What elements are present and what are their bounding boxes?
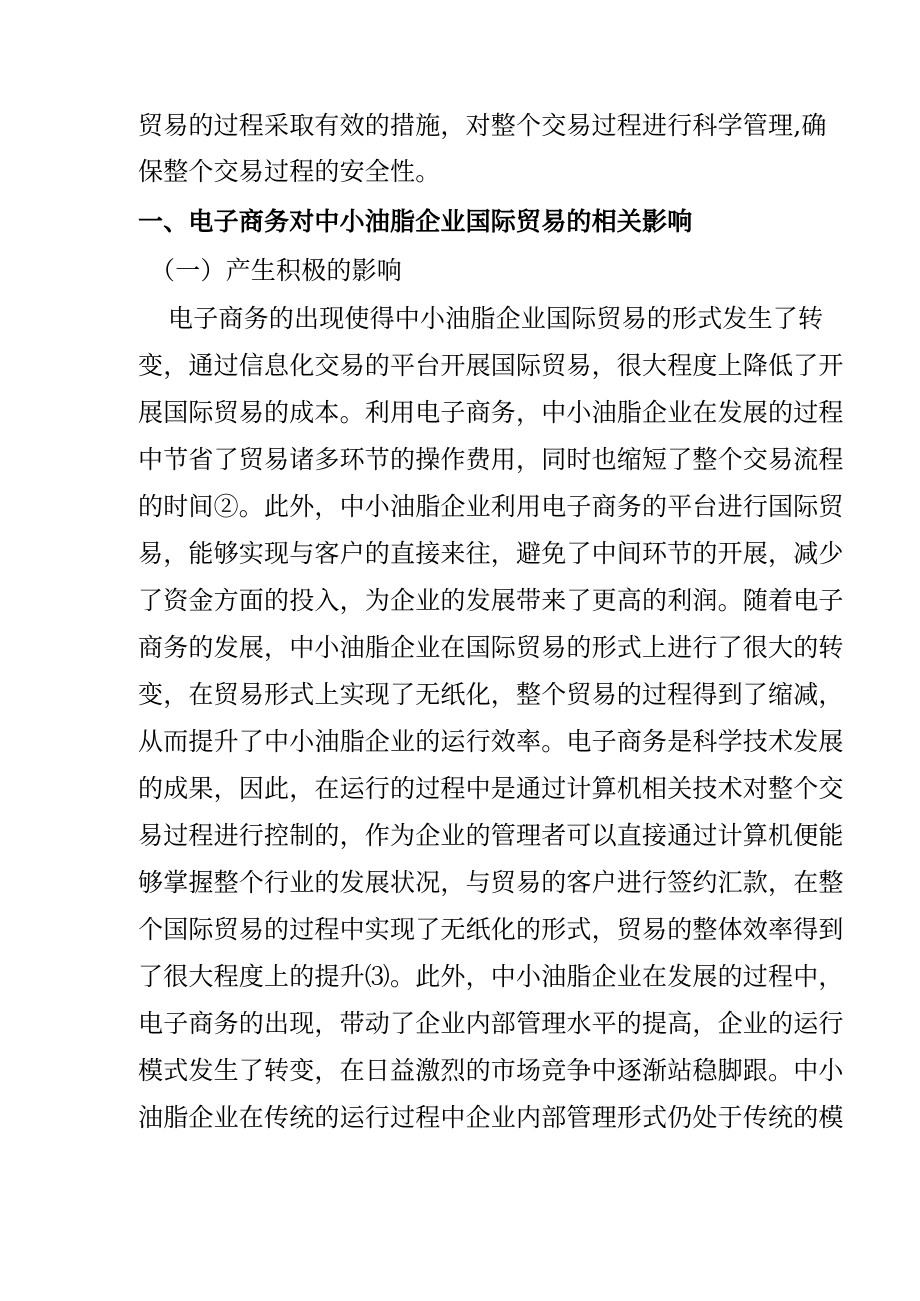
section-heading: 一、电子商务对中小油脂企业国际贸易的相关影响 (138, 207, 693, 236)
body-text-line: 商务的发展，中小油脂企业在国际贸易的形式上进行了很大的转 (138, 633, 844, 662)
body-text-line: 够掌握整个行业的发展状况，与贸易的客户进行签约汇款，在整 (138, 868, 844, 897)
body-text-line: 变，通过信息化交易的平台开展国际贸易，很大程度上降低了开 (138, 351, 844, 380)
body-text-line: 从而提升了中小油脂企业的运行效率。电子商务是科学技术发展 (138, 727, 844, 756)
body-text-line: 了很大程度上的提升⑶。此外，中小油脂企业在发展的过程中， (138, 962, 844, 991)
body-text-line: 保整个交易过程的安全性。 (138, 157, 441, 186)
body-text-line: 的时间②。此外，中小油脂企业利用电子商务的平台进行国际贸 (138, 492, 844, 521)
body-text-line: 中节省了贸易诸多环节的操作费用，同时也缩短了整个交易流程 (138, 445, 844, 474)
body-text-line: 易过程进行控制的，作为企业的管理者可以直接通过计算机便能 (138, 821, 844, 850)
subsection-heading: （一）产生积极的影响 (150, 256, 403, 285)
body-text-line: 贸易的过程采取有效的措施，对整个交易过程进行科学管理,确 (138, 111, 827, 140)
body-text-line: 了资金方面的投入，为企业的发展带来了更高的利润。随着电子 (138, 586, 844, 615)
body-text-line: 个国际贸易的过程中实现了无纸化的形式，贸易的整体效率得到 (138, 915, 844, 944)
body-text-line: 变，在贸易形式上实现了无纸化，整个贸易的过程得到了缩减， (138, 680, 844, 709)
body-text-line: 的成果，因此，在运行的过程中是通过计算机相关技术对整个交 (138, 774, 844, 803)
body-text-line: 油脂企业在传统的运行过程中企业内部管理形式仍处于传统的模 (138, 1103, 844, 1132)
body-text-line: 易，能够实现与客户的直接来往，避免了中间环节的开展，减少 (138, 539, 844, 568)
body-text-line: 电子商务的出现，带动了企业内部管理水平的提高，企业的运行 (138, 1009, 844, 1038)
body-text-line: 电子商务的出现使得中小油脂企业国际贸易的形式发生了转 (168, 304, 824, 333)
body-text-line: 模式发生了转变，在日益激烈的市场竞争中逐渐站稳脚跟。中小 (138, 1056, 844, 1085)
body-text-line: 展国际贸易的成本。利用电子商务，中小油脂企业在发展的过程 (138, 398, 844, 427)
